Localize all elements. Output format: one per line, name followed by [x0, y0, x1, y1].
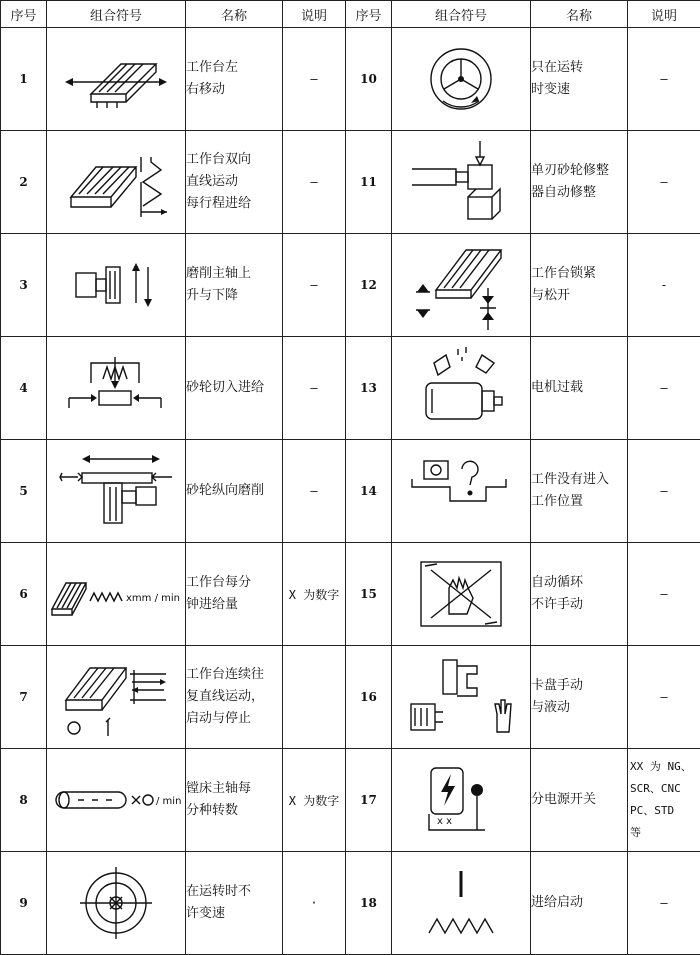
table-row — [1, 131, 700, 234]
note-cell: — — [628, 852, 700, 955]
header-seq-right: 序号 — [346, 1, 392, 28]
rpm-unit-label: / min — [156, 796, 182, 807]
note-cell: X 为数字 — [283, 749, 346, 852]
spindle-up-down-icon — [66, 255, 166, 315]
name-cell: 进给启动 — [531, 852, 628, 955]
seq-cell: 5 — [1, 440, 47, 543]
symbol-cell — [47, 337, 186, 440]
header-note-left: 说明 — [283, 1, 346, 28]
symbol-cell — [392, 28, 531, 131]
symbol-cell — [392, 543, 531, 646]
table-bidirectional-feed-icon — [61, 142, 171, 222]
seq-cell: 17 — [346, 749, 392, 852]
switch-code-label: x x — [437, 816, 453, 827]
table-feed-per-minute-icon — [48, 569, 184, 619]
symbol-cell — [47, 852, 186, 955]
symbol-cell — [47, 131, 186, 234]
name-cell: 只在运转 时变速 — [531, 28, 628, 131]
name-cell: 工作台每分 钟进给量 — [186, 543, 283, 646]
seq-cell: 16 — [346, 646, 392, 749]
feed-unit-label: xmm / min — [126, 593, 180, 604]
name-cell: 分电源开关 — [531, 749, 628, 852]
chuck-manual-hydraulic-icon — [401, 652, 521, 742]
table-row — [1, 337, 700, 440]
symbol-cell — [392, 749, 531, 852]
seq-cell: 6 — [1, 543, 47, 646]
symbol-cell — [47, 28, 186, 131]
seq-cell: 18 — [346, 852, 392, 955]
note-cell: — — [628, 543, 700, 646]
name-cell: 镗床主轴每 分种转数 — [186, 749, 283, 852]
symbol-cell — [392, 852, 531, 955]
name-cell: 工作台左 右移动 — [186, 28, 283, 131]
note-cell: — — [628, 28, 700, 131]
header-symbol-right: 组合符号 — [392, 1, 531, 28]
name-cell: 自动循环 不许手动 — [531, 543, 628, 646]
table-lock-unlock-icon — [406, 240, 516, 330]
name-cell: 磨削主轴上 升与下降 — [186, 234, 283, 337]
header-name-right: 名称 — [531, 1, 628, 28]
symbol-cell — [392, 646, 531, 749]
name-cell: 工作台双向 直线运动 每行程进给 — [186, 131, 283, 234]
seq-cell: 10 — [346, 28, 392, 131]
symbol-cell — [392, 131, 531, 234]
seq-cell: 1 — [1, 28, 47, 131]
note-cell: — — [283, 337, 346, 440]
note-cell: — — [283, 440, 346, 543]
note-cell: — — [628, 131, 700, 234]
symbol-cell — [392, 234, 531, 337]
table-header-row — [1, 1, 700, 28]
table-row — [1, 440, 700, 543]
seq-cell: 7 — [1, 646, 47, 749]
header-note-right: 说明 — [628, 1, 700, 28]
symbol-cell — [47, 749, 186, 852]
name-cell: 砂轮切入进给 — [186, 337, 283, 440]
speed-change-only-running-icon — [421, 39, 501, 119]
note-cell: · — [283, 852, 346, 955]
name-cell: 单刃砂轮修整 器自动修整 — [531, 131, 628, 234]
name-cell: 电机过载 — [531, 337, 628, 440]
no-manual-in-auto-cycle-icon — [411, 554, 511, 634]
name-cell: 工作台锁紧 与松开 — [531, 234, 628, 337]
table-row — [1, 852, 700, 955]
seq-cell: 14 — [346, 440, 392, 543]
table-row — [1, 234, 700, 337]
note-cell: — — [283, 28, 346, 131]
note-cell: XX 为 NG、 SCR、CNC PC、STD 等 — [628, 749, 700, 852]
spindle-rpm-icon — [48, 780, 184, 820]
header-name-left: 名称 — [186, 1, 283, 28]
symbol-cell — [47, 646, 186, 749]
note-cell: — — [628, 337, 700, 440]
note-cell — [283, 646, 346, 749]
workpiece-not-in-position-icon — [406, 451, 516, 531]
wheel-plunge-feed-icon — [61, 353, 171, 423]
symbol-cell — [392, 440, 531, 543]
table-row — [1, 646, 700, 749]
motor-overload-icon — [406, 343, 516, 433]
name-cell: 在运转时不 许变速 — [186, 852, 283, 955]
seq-cell: 15 — [346, 543, 392, 646]
symbol-cell — [47, 234, 186, 337]
seq-cell: 13 — [346, 337, 392, 440]
symbol-cell — [47, 440, 186, 543]
note-cell: — — [628, 440, 700, 543]
symbol-cell — [47, 543, 186, 646]
no-speed-change-running-icon — [76, 863, 156, 943]
symbol-cell — [392, 337, 531, 440]
name-cell: 卡盘手动 与液动 — [531, 646, 628, 749]
name-cell: 工作台连续往 复直线运动， 启动与停止 — [186, 646, 283, 749]
seq-cell: 3 — [1, 234, 47, 337]
seq-cell: 2 — [1, 131, 47, 234]
name-cell: 工件没有进入 工作位置 — [531, 440, 628, 543]
feed-start-icon — [421, 863, 501, 943]
name-cell: 砂轮纵向磨削 — [186, 440, 283, 543]
note-cell: X 为数字 — [283, 543, 346, 646]
seq-cell: 9 — [1, 852, 47, 955]
table-row — [1, 28, 700, 131]
seq-cell: 11 — [346, 131, 392, 234]
note-cell: — — [283, 131, 346, 234]
sub-power-switch-icon — [411, 760, 511, 840]
header-seq-left: 序号 — [1, 1, 47, 28]
table-row — [1, 749, 700, 852]
wheel-longitudinal-grinding-icon — [56, 451, 176, 531]
seq-cell: 12 — [346, 234, 392, 337]
note-cell: — — [283, 234, 346, 337]
single-point-dresser-icon — [406, 137, 516, 227]
table-continuous-reciprocating-icon — [56, 652, 176, 742]
header-symbol-left: 组合符号 — [47, 1, 186, 28]
table-left-right-move-icon — [61, 44, 171, 114]
table-row — [1, 543, 700, 646]
seq-cell: 4 — [1, 337, 47, 440]
note-cell: - — [628, 234, 700, 337]
note-cell: — — [628, 646, 700, 749]
seq-cell: 8 — [1, 749, 47, 852]
